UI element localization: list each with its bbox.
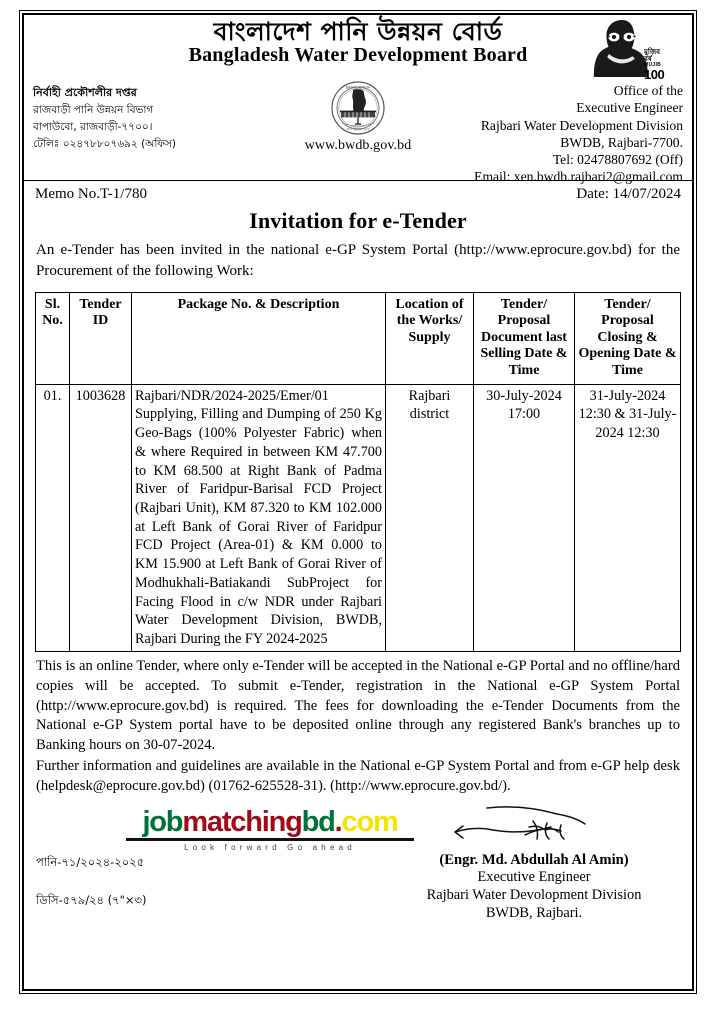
cell-closing-date: 31-July-2024 12:30 & 31-July-2024 12:30	[575, 384, 681, 651]
office-left-line3: বাপাউবো, রাজবাড়ী-৭৭০০।	[33, 120, 153, 133]
bwdb-seal	[331, 81, 385, 135]
mujib-badge-label: MUJIB	[644, 62, 662, 68]
tender-table-head	[36, 292, 681, 384]
memo-date: Date: 14/07/2024	[576, 186, 681, 202]
signatory-designation: Executive Engineer	[477, 868, 591, 885]
office-left-line1: নির্বাহী প্রকৌশলীর দপ্তর	[33, 86, 137, 99]
office-right-email[interactable]: Email: xen.bwdb.rajbari2@gmail.com	[474, 169, 683, 185]
notes-section	[24, 652, 692, 797]
memo-number: Memo No.T-1/780	[35, 186, 147, 202]
signatory-name: (Engr. Md. Abdullah Al Amin)	[439, 851, 629, 868]
office-left-line2: রাজবাড়ী পানি উন্নয়ন বিভাগ	[33, 103, 154, 116]
mujib-badge-bn-line1: মুজিব	[644, 48, 661, 56]
tender-table	[35, 292, 681, 652]
page-title: Invitation for e-Tender	[249, 208, 467, 233]
signature-block	[384, 805, 684, 923]
masthead	[24, 15, 692, 81]
reference-codes	[36, 854, 147, 908]
mujib-badge-year: 100	[644, 67, 665, 82]
mujib-100-badge	[644, 48, 686, 82]
footer	[24, 805, 692, 935]
office-right-line3: Rajbari Water Development Division	[480, 117, 683, 133]
watermark-part-bd: bd	[301, 805, 335, 838]
bwdb-seal-icon	[331, 81, 385, 135]
watermark-part-matching: matching	[182, 805, 302, 838]
col-header-sl-no: Sl. No.	[36, 292, 70, 384]
tender-table-body	[36, 384, 681, 651]
watermark-part-job: job	[142, 805, 183, 838]
package-number: Rajbari/NDR/2024-2025/Emer/01	[135, 387, 329, 404]
org-name-english: Bangladesh Water Development Board	[188, 44, 528, 67]
watermark-underline	[126, 838, 414, 841]
sheikh-mujib-portrait-icon	[592, 17, 650, 77]
col-header-location: Location of the Works/ Supply	[386, 292, 474, 384]
note-paragraph-1: This is an online Tender, where only e-Tender will be accepted in the National e-GP Portal and no offline/hard copies will be accepted. To submit e-Tender, registration in the National e-GP System Portal (http://www.eprocure.gov.bd) is required. The fees for downloading the e-Tender Documents from the National e-GP System portal have to be deposited online through any registered Bank's branches up to Banking hours on 30-07-2024.	[36, 657, 680, 754]
reference-code-1: পানি-৭১/২০২৪-২০২৫	[36, 854, 145, 869]
office-info-band	[24, 81, 692, 185]
col-header-selling-date: Tender/ Proposal Document last Selling Date & Time	[474, 292, 575, 384]
col-header-closing-date: Tender/ Proposal Closing & Opening Date & Time	[575, 292, 681, 384]
office-right-line1: Office of the	[613, 83, 683, 98]
intro-paragraph: An e-Tender has been invited in the national e-GP System Portal (http://www.eprocure.gov.bd) for the Procurement of the following Work:	[36, 242, 680, 280]
cell-sl-no: 01.	[36, 384, 70, 651]
org-name-bengali: বাংলাদেশ পানি উন্নয়ন বোর্ড	[213, 17, 503, 46]
office-right-line2: Executive Engineer	[576, 100, 683, 116]
note-paragraph-2: Further information and guidelines are available in the National e-GP System Portal and from e-GP help desk (helpdesk@eprocure.gov.bd) (01762-625528-31). (http://www.eprocure.gov.bd/).	[36, 758, 680, 794]
cell-selling-date: 30-July-2024 17:00	[474, 384, 575, 651]
office-right-line4: BWDB, Rajbari-7700.	[560, 134, 683, 150]
tender-table-wrapper	[24, 283, 692, 652]
table-row	[36, 384, 681, 651]
watermark-part-dot: .	[334, 805, 342, 838]
office-right-phone: Tel: 02478807692 (Off)	[552, 152, 683, 167]
reference-code-2: ডিসি-৫৭৯/২৪ (৭"×৩)	[36, 893, 147, 908]
mujib-centenary-logo	[590, 17, 686, 82]
col-header-tender-id: Tender ID	[70, 292, 132, 384]
cell-package-description	[132, 384, 386, 651]
col-header-package-desc: Package No. & Description	[132, 292, 386, 384]
bwdb-website-url[interactable]: www.bwdb.gov.bd	[304, 138, 412, 153]
watermark-tagline: Look forward Go ahead	[184, 842, 356, 852]
cell-location: Rajbari district	[386, 384, 474, 651]
svg-text:BANGLADESH: BANGLADESH	[345, 85, 371, 90]
table-header-row	[36, 292, 681, 384]
tender-notice-page	[22, 13, 694, 991]
signatory-division: Rajbari Water Devolopment Division	[426, 886, 642, 903]
office-address-english	[474, 82, 683, 186]
package-description-text: Supplying, Filling and Dumping of 250 Kg Geo-Bags (100% Polyester Fabric) when & where Required in between KM 47.700 to KM 68.500 at Right Bank of Padma River of Faridpur-Barisal FCD Project (Rajbari Unit), KM 87.320 to KM 102.000 at Left Bank of Gorai River of Faridpur FCD Project (Area-01) & KM 0.000 to KM 15.900 at Left Bank of Gorai River of Modhukhali-Batiakandi SubProject for Facing Flood in c/w NDR under Rajbari Water Development Division, BWDB, Rajbari During the FY 2024-2025	[135, 406, 382, 648]
svg-text:পানি উন্নয়ন বোর্ড: পানি উন্নয়ন বোর্ড	[346, 127, 370, 132]
signatory-office: BWDB, Rajbari.	[485, 904, 583, 921]
office-left-line4: টেলিঃ ০২৪৭৮৮০৭৬৯২ (অফিস)	[33, 137, 177, 150]
cell-tender-id: 1003628	[70, 384, 132, 651]
handwritten-signature-icon	[429, 805, 639, 851]
watermark-text	[120, 805, 420, 838]
watermark-part-com: com	[341, 805, 398, 838]
jobmatchingbd-watermark	[120, 805, 420, 852]
mujib-badge-bn-line2: বর্ষ	[644, 55, 652, 63]
